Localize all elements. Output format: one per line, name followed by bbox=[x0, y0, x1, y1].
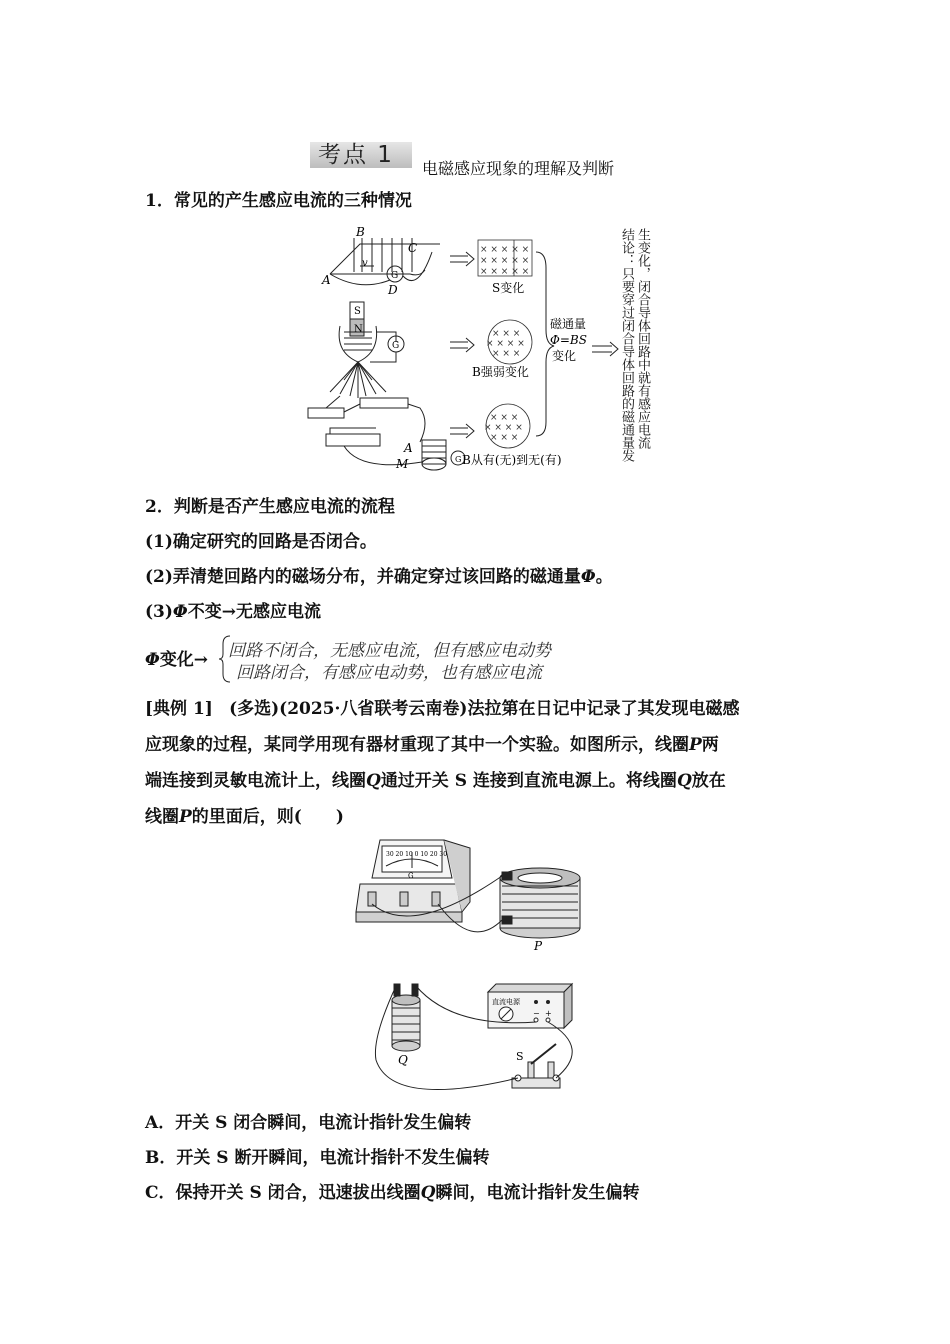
example-line-1 bbox=[145, 691, 810, 727]
conclusion-column-1: 结论：只要穿过闭合导体回路的磁通量发 bbox=[619, 228, 634, 462]
coil-q: Q bbox=[420, 1183, 436, 1203]
label-D: D bbox=[388, 283, 398, 297]
meter-scale: 30 20 10 0 10 20 30 bbox=[386, 851, 448, 858]
example-tag: [典例 1] bbox=[145, 699, 213, 719]
step-3-text: 不变→无感应电流 bbox=[187, 602, 321, 622]
example-text-2b: 两 bbox=[701, 735, 719, 755]
label-M: M bbox=[396, 457, 409, 471]
brace-option-2: 回路闭合，有感应电动势，也有感应电流 bbox=[236, 663, 542, 683]
dc-power-supply bbox=[488, 984, 572, 1028]
example-text-4a: 线圈 bbox=[145, 807, 179, 827]
label-G1: G bbox=[391, 271, 399, 281]
label-B: B bbox=[356, 225, 365, 239]
switch-label: S bbox=[516, 1050, 524, 1063]
faraday-experiment-diagram bbox=[352, 838, 602, 1128]
cross-marks-2: × × × × × bbox=[480, 256, 530, 266]
input-arrows bbox=[450, 252, 474, 438]
option-a: A．开关 S 闭合瞬间，电流计指针发生偏转 bbox=[145, 1113, 472, 1133]
label-A: A bbox=[322, 273, 331, 287]
example-text-1: 法拉第在日记中记录了其发现电磁感 bbox=[467, 699, 740, 719]
b-exist-label: B从有(无)到无(有) bbox=[462, 453, 562, 467]
option-c bbox=[145, 1181, 639, 1205]
cross-marks-4: × × × bbox=[492, 329, 521, 339]
cross-marks-5: × × × × bbox=[486, 339, 525, 349]
coil-q: Q bbox=[676, 771, 692, 791]
cross-marks-6: × × × bbox=[492, 349, 521, 359]
step-3-prefix: (3) bbox=[145, 602, 173, 622]
label-C: C bbox=[408, 241, 418, 255]
phi-symbol: Φ bbox=[580, 567, 596, 587]
coil-p-figure bbox=[500, 868, 580, 938]
example-line-2 bbox=[145, 727, 810, 763]
output-arrow bbox=[592, 342, 618, 356]
brace-option-1: 回路不闭合，无感应电流，但有感应电动势 bbox=[228, 641, 551, 661]
coil-q-label: Q bbox=[398, 1053, 408, 1067]
step-4 bbox=[145, 648, 208, 672]
step-2-suffix: 。 bbox=[595, 567, 613, 587]
step-2-text: (2)弄清楚回路内的磁场分布，并确定穿过该回路的磁通量 bbox=[145, 567, 581, 587]
cross-marks-1: × × × × × bbox=[480, 245, 530, 255]
example-text-3c: 放在 bbox=[691, 771, 726, 791]
example-text-4b: 的里面后，则( ) bbox=[191, 807, 344, 827]
coil-p: P bbox=[179, 807, 192, 827]
example-text-3b: 通过开关 S 连接到直流电源上。将线圈 bbox=[380, 771, 677, 791]
cross-marks-7: × × × bbox=[490, 413, 519, 423]
plus-terminal: + bbox=[545, 1009, 552, 1018]
switch-coil-figure bbox=[308, 396, 465, 470]
cross-marks-3: × × × × × bbox=[480, 267, 530, 277]
label-G3: G bbox=[455, 455, 462, 464]
flux-line2: Φ=BS bbox=[550, 333, 587, 347]
example-text-2: 应现象的过程，某同学用现有器材重现了其中一个实验。如图所示，线圈 bbox=[145, 735, 689, 755]
example-paragraph bbox=[145, 691, 810, 835]
conclusion-column-2: 生变化，闭合导体回路中就有感应电流 bbox=[635, 228, 650, 449]
option-c-suffix: 瞬间，电流计指针发生偏转 bbox=[435, 1183, 640, 1203]
option-c-prefix: C．保持开关 S 闭合，迅速拔出线圈 bbox=[145, 1183, 421, 1203]
phi-symbol: Φ bbox=[172, 602, 188, 622]
section-title: 电磁感应现象的理解及判断 bbox=[422, 159, 615, 178]
phi-symbol: Φ bbox=[145, 650, 160, 670]
heading-1: 1．常见的产生感应电流的三种情况 bbox=[145, 191, 412, 211]
example-source: (多选)(2025·八省联考云南卷) bbox=[229, 699, 468, 719]
heading-2: 2．判断是否产生感应电流的流程 bbox=[145, 497, 395, 517]
flux-line1: 磁通量 bbox=[550, 317, 587, 331]
s-change-label: S变化 bbox=[492, 281, 525, 295]
example-line-3 bbox=[145, 763, 810, 799]
coil-q-figure bbox=[392, 984, 420, 1051]
example-line-4 bbox=[145, 799, 810, 835]
option-b: B．开关 S 断开瞬间，电流计指针不发生偏转 bbox=[145, 1148, 490, 1168]
induction-cases-diagram bbox=[300, 222, 660, 484]
step-1: (1)确定研究的回路是否闭合。 bbox=[145, 532, 377, 552]
flux-line3: 变化 bbox=[552, 349, 577, 363]
minus-terminal: − bbox=[533, 1009, 540, 1018]
meter-g-label: G bbox=[408, 872, 414, 880]
label-G2: G bbox=[392, 341, 400, 351]
power-label: 直流电源 bbox=[492, 998, 520, 1006]
step-3 bbox=[145, 600, 321, 624]
coil-q: Q bbox=[366, 771, 381, 791]
example-text-3a: 端连接到灵敏电流计上，线圈 bbox=[145, 771, 366, 791]
label-A2: A bbox=[404, 441, 413, 455]
step-4-text: 变化→ bbox=[159, 650, 209, 670]
cross-marks-8: × × × × bbox=[484, 423, 523, 433]
section-label: 考点 1 bbox=[318, 142, 394, 168]
label-S: S bbox=[354, 306, 361, 317]
step-2 bbox=[145, 565, 613, 589]
cross-marks-9: × × × bbox=[490, 433, 519, 443]
b-strength-label: B强弱变化 bbox=[472, 365, 529, 379]
coil-p-label: P bbox=[534, 939, 543, 953]
coil-p: P bbox=[689, 735, 702, 755]
rod-on-rails-figure bbox=[330, 238, 440, 285]
label-v: v bbox=[362, 258, 368, 269]
label-N: N bbox=[354, 324, 363, 335]
